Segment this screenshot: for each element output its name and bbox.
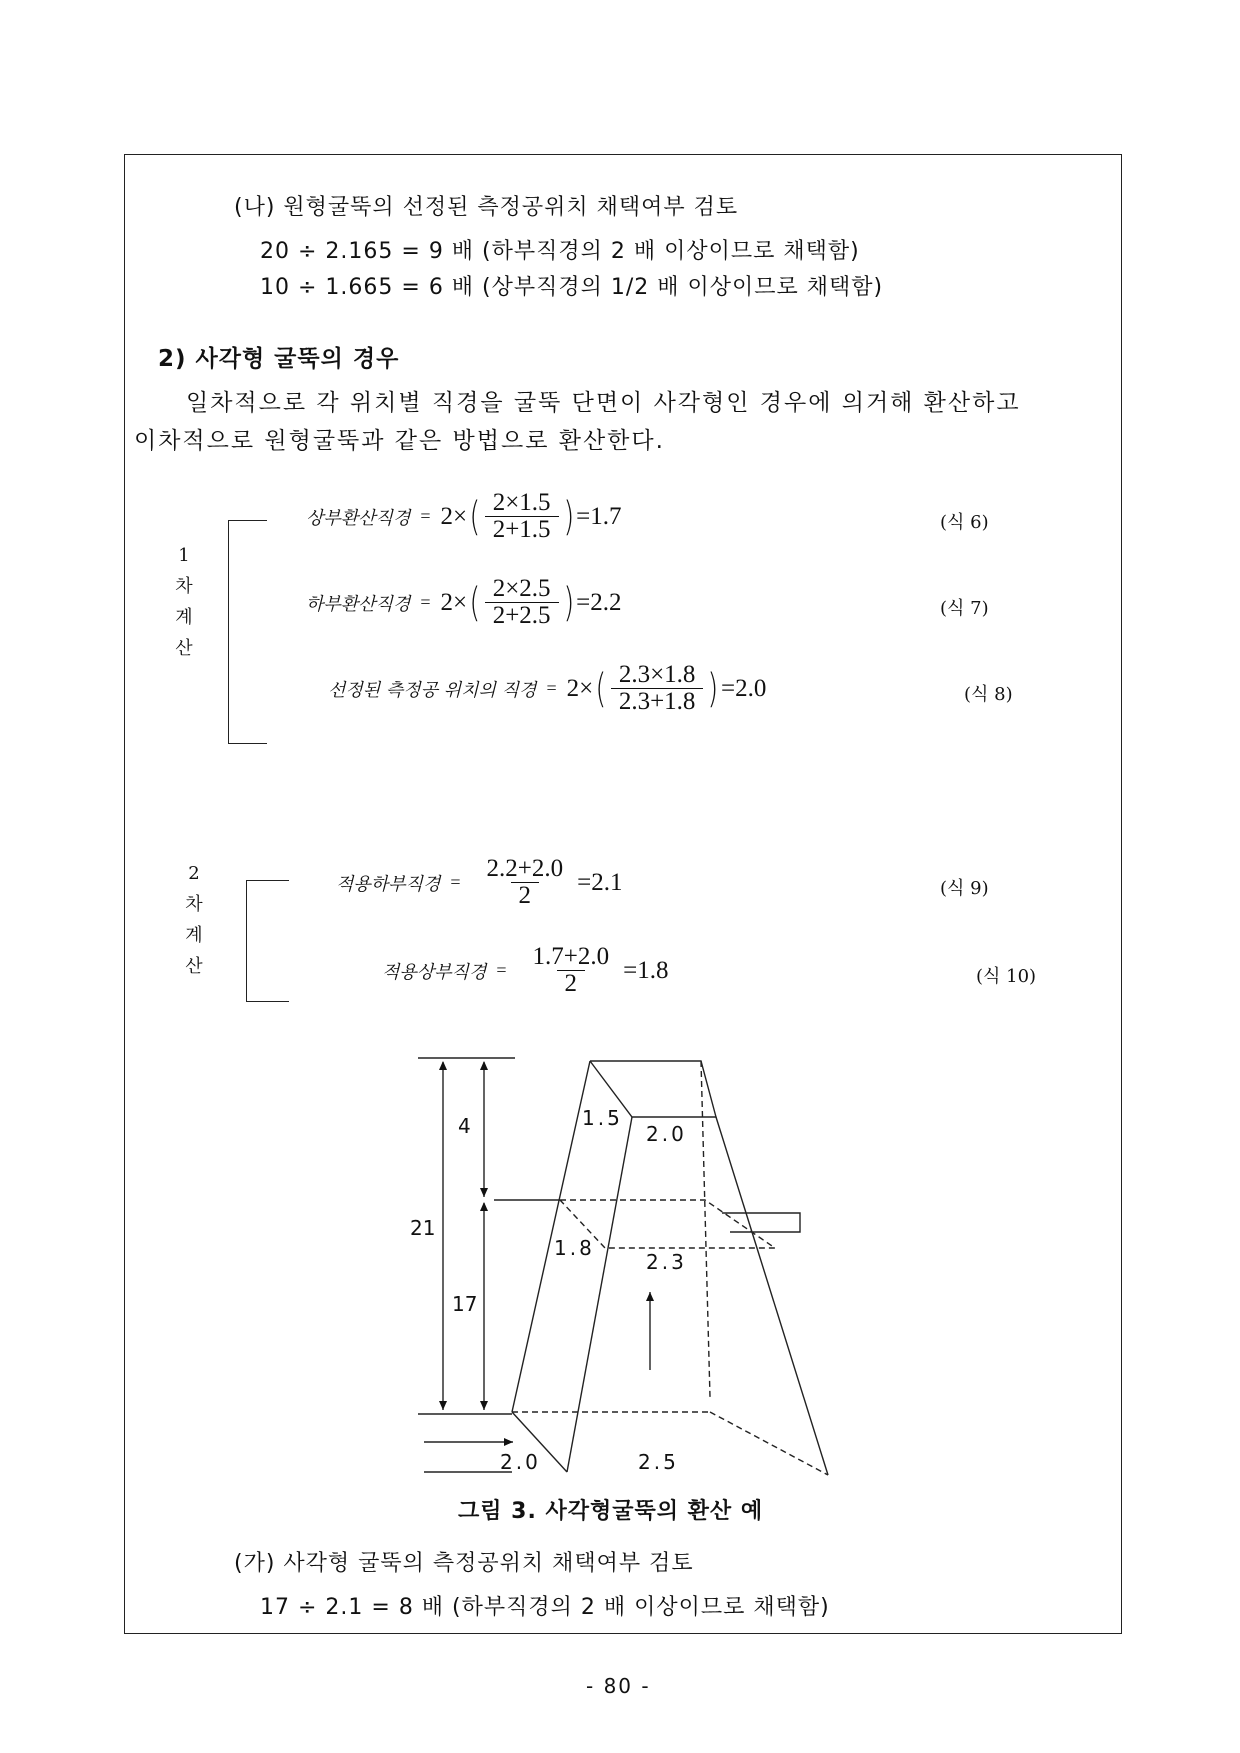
result: =1.7	[576, 502, 622, 530]
result: =2.0	[721, 674, 767, 702]
equals-sign: =	[450, 872, 461, 892]
label-bottom-width: 2.5	[638, 1450, 679, 1474]
equation-label: 적용하부직경	[336, 873, 441, 895]
calc1-side-char: 1	[178, 545, 190, 566]
coefficient: 2×	[440, 588, 468, 616]
denominator: 2.3+1.8	[611, 688, 704, 715]
section-ga-line1: 17 ÷ 2.1 = 8 배 (하부직경의 2 배 이상이므로 채택함)	[260, 1595, 830, 1620]
result: =2.1	[577, 868, 623, 896]
front-left-edge	[567, 1117, 632, 1472]
measurement-port	[722, 1213, 800, 1232]
numerator: 1.7+2.0	[532, 943, 610, 970]
equation-label: 하부환산직경	[306, 593, 411, 615]
equals-sign: =	[546, 678, 557, 698]
equation-number-8: (식 8)	[964, 684, 1013, 705]
section2-paragraph-line2: 이차적으로 원형굴뚝과 같은 방법으로 환산한다.	[134, 428, 665, 454]
equals-sign: =	[420, 592, 431, 612]
dim-top-height: 4	[458, 1114, 471, 1138]
equation-label: 선정된 측정공 위치의 직경	[328, 679, 537, 701]
figure-caption: 그림 3. 사각형굴뚝의 환산 예	[458, 1499, 764, 1524]
numerator: 2×1.5	[492, 489, 551, 516]
equals-sign: =	[496, 960, 507, 980]
calc1-side-char: 차	[175, 576, 193, 597]
page-number: - 80 -	[586, 1674, 651, 1698]
section-na-line1: 20 ÷ 2.165 = 9 배 (하부직경의 2 배 이상이므로 채택함)	[260, 239, 860, 264]
equation-number-9: (식 9)	[940, 878, 989, 899]
numerator: 2.2+2.0	[486, 855, 564, 882]
result: =1.8	[623, 956, 669, 984]
coefficient: 2×	[440, 502, 468, 530]
right-paren: )	[562, 579, 574, 626]
result: =2.2	[576, 588, 622, 616]
section-na-line2: 10 ÷ 1.665 = 6 배 (상부직경의 1/2 배 이상이므로 채택함)	[260, 275, 884, 300]
label-mid-width: 2.3	[646, 1250, 687, 1274]
denominator: 2	[511, 882, 540, 909]
numerator: 2×2.5	[492, 575, 551, 602]
section-ga-title: (가) 사각형 굴뚝의 측정공위치 채택여부 검토	[234, 1551, 694, 1576]
coefficient: 2×	[566, 674, 594, 702]
equation-number-7: (식 7)	[940, 598, 989, 619]
section2-paragraph-line1: 일차적으로 각 위치별 직경을 굴뚝 단면이 사각형인 경우에 의거해 환산하고	[186, 390, 1021, 416]
calc2-side-char: 산	[185, 956, 203, 977]
dim-total-height: 21	[410, 1216, 436, 1240]
denominator: 2+1.5	[485, 516, 559, 543]
calc2-side-char: 2	[188, 863, 200, 884]
left-paren: (	[595, 665, 607, 712]
back-right-edge	[701, 1061, 710, 1397]
section-na-title: (나) 원형굴뚝의 선정된 측정공위치 채택여부 검토	[234, 195, 739, 220]
left-paren: (	[469, 579, 481, 626]
right-paren: )	[707, 665, 719, 712]
label-top-width: 2.0	[646, 1122, 687, 1146]
label-top-depth: 1.5	[582, 1106, 623, 1130]
denominator: 2	[557, 970, 586, 997]
right-paren: )	[562, 493, 574, 540]
label-mid-depth: 1.8	[554, 1236, 595, 1260]
equation-label: 적용상부직경	[382, 961, 487, 983]
equals-sign: =	[420, 506, 431, 526]
calc1-side-char: 계	[175, 607, 193, 628]
equation-number-10: (식 10)	[976, 966, 1037, 987]
equation-label: 상부환산직경	[306, 507, 411, 529]
calc1-side-char: 산	[175, 638, 193, 659]
label-bottom-depth: 2.0	[500, 1450, 541, 1474]
calc2-side-char: 차	[185, 894, 203, 915]
denominator: 2+2.5	[485, 602, 559, 629]
left-paren: (	[469, 493, 481, 540]
section2-heading: 2) 사각형 굴뚝의 경우	[158, 346, 400, 372]
calc2-side-char: 계	[185, 925, 203, 946]
numerator: 2.3×1.8	[618, 661, 696, 688]
front-right-edge	[716, 1117, 828, 1475]
equation-number-6: (식 6)	[940, 512, 989, 533]
dim-bottom-height: 17	[452, 1292, 478, 1316]
